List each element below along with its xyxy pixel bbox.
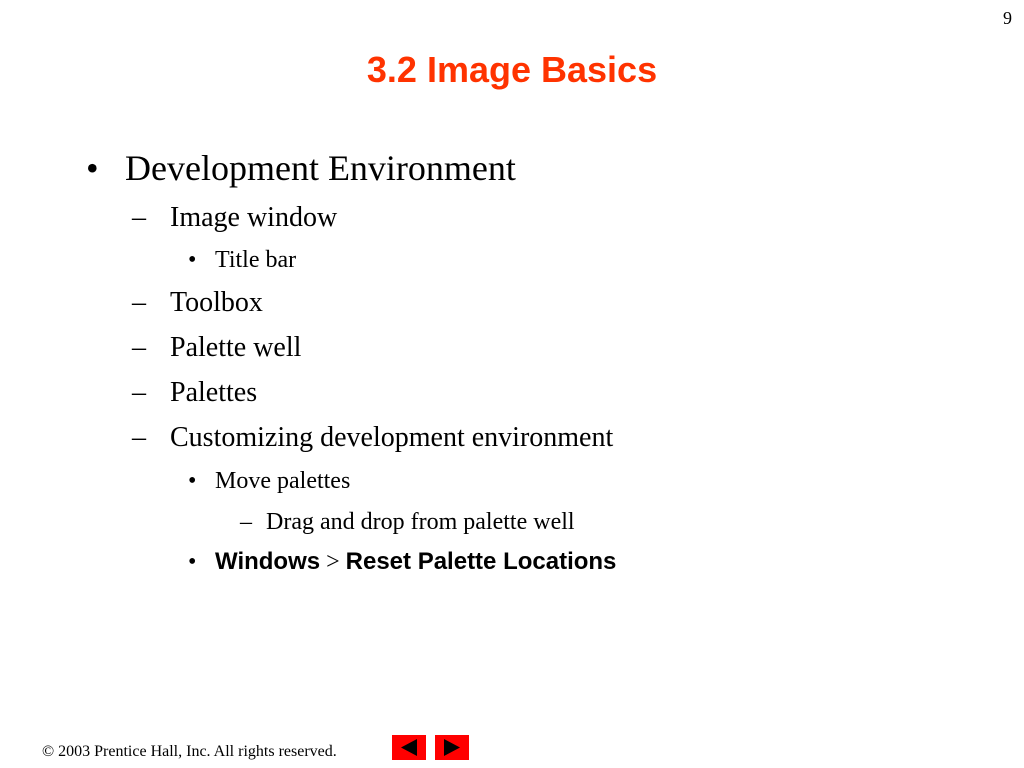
right-triangle-icon — [435, 735, 469, 760]
menu-separator: > — [326, 549, 340, 575]
copyright-symbol: © — [42, 743, 55, 760]
outline-item-label: Toolbox — [170, 287, 263, 318]
outline-item-development-environment — [86, 148, 516, 188]
outline-item-palettes — [132, 377, 257, 409]
page-number: 9 — [1003, 8, 1012, 28]
next-slide-button[interactable] — [435, 735, 469, 760]
outline-item-label: Title bar — [215, 247, 297, 273]
menu-name-windows: Windows — [215, 548, 321, 575]
outline-item-toolbox — [132, 287, 263, 319]
outline-item-move-palettes — [188, 467, 350, 495]
dash-marker: – — [132, 422, 146, 453]
bullet-marker: • — [188, 247, 197, 273]
outline-item-label: Palette well — [170, 332, 302, 363]
dash-marker: – — [132, 377, 146, 408]
outline-item-image-window — [132, 202, 337, 234]
dash-marker: – — [132, 287, 146, 318]
outline-item-menu-path — [188, 548, 616, 576]
outline-item-label: Drag and drop from palette well — [266, 509, 575, 535]
outline-item-label: Customizing development environment — [170, 422, 614, 453]
menu-item-reset-palette-locations: Reset Palette Locations — [345, 548, 617, 575]
outline-item-label: Image window — [170, 202, 338, 233]
bullet-marker: • — [86, 148, 99, 188]
outline-item-label: Palettes — [170, 377, 258, 408]
dash-marker: – — [240, 509, 252, 535]
dash-marker: – — [132, 202, 146, 233]
previous-slide-button[interactable] — [392, 735, 426, 760]
slide-title: 3.2 Image Basics — [366, 49, 658, 90]
outline-item-customizing — [132, 422, 613, 454]
dash-marker: – — [132, 332, 146, 363]
outline-item-drag-and-drop — [240, 508, 575, 536]
bullet-marker: • — [188, 468, 197, 494]
copyright-footer — [42, 742, 337, 762]
outline-item-label: Development Environment — [125, 148, 516, 188]
outline-item-palette-well — [132, 332, 301, 364]
outline-item-label: Move palettes — [215, 468, 351, 494]
left-triangle-icon — [392, 735, 426, 760]
outline-item-title-bar — [188, 246, 296, 274]
copyright-text: 2003 Prentice Hall, Inc. All rights reserved. — [58, 743, 337, 760]
bullet-marker: • — [188, 549, 197, 575]
